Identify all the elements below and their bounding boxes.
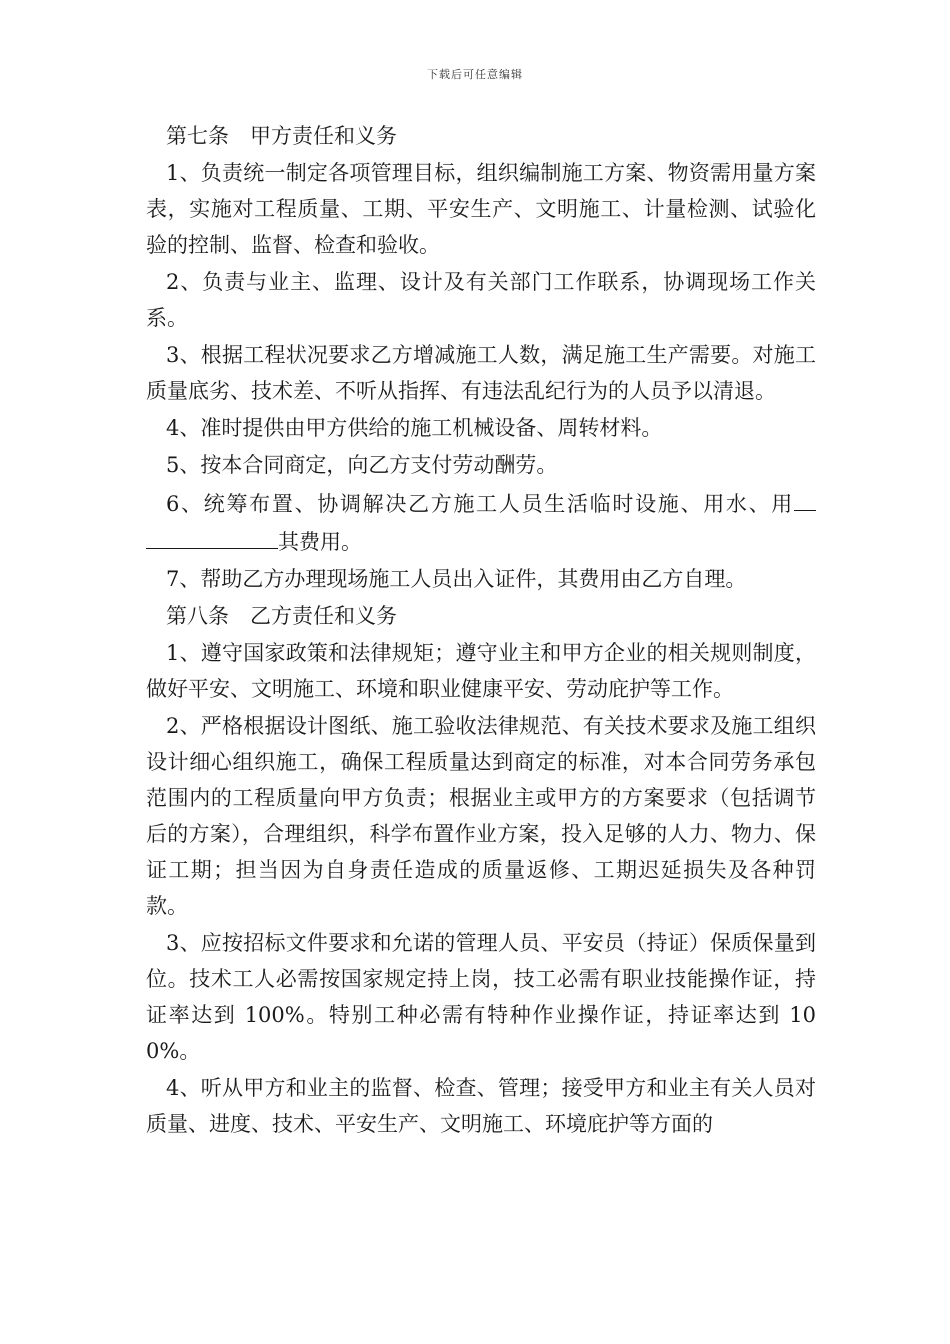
article-7-item-5: 5、按本合同商定，向乙方支付劳动酬劳。 [166, 453, 558, 477]
article-7-item-2: 2、负责与业主、监理、设计及有关部门工作联系，协调现场工作关系。 [146, 270, 816, 330]
article-8-item-2: 2、严格根据设计图纸、施工验收法律规范、有关技术要求及施工组织设计细心组织施工，确保工程质量达到商定的标准，对本合同劳务承包范围内的工程质量向甲方负责；根据业主或甲方的方案要求（包括调节后的方案），合理组织，科学布置作业方案，投入足够的人力、物力、保证工期；担当因为自身责任造成的质量返修、工期迟延损失及各种罚款。 [146, 714, 816, 918]
article-7-item-6-prefix: 6、统筹布置、协调解决乙方施工人员生活临时设施、用水、用 [166, 492, 794, 516]
article-7-item-4: 4、准时提供由甲方供给的施工机械设备、周转材料。 [166, 416, 663, 440]
document-body [146, 118, 816, 1143]
fill-in-blank [794, 484, 816, 511]
article-7-item-3: 3、根据工程状况要求乙方增减施工人数，满足施工生产需要。对施工质量底劣、技术差、不听从指挥、有违法乱纪行为的人员予以清退。 [146, 343, 816, 403]
article-8-item-1: 1、遵守国家政策和法律规矩；遵守业主和甲方企业的相关规则制度，做好平安、文明施工、环境和职业健康平安、劳动庇护等工作。 [146, 641, 816, 701]
article-7-item-6-suffix: 其费用。 [278, 530, 362, 554]
article-7-title: 第七条 甲方责任和义务 [166, 124, 397, 148]
article-8-item-3: 3、应按招标文件要求和允诺的管理人员、平安员（持证）保质保量到位。技术工人必需按国家规定持上岗，技工必需有职业技能操作证，持证率达到 100%。特别工种必需有特种作业操作证，持证率达到 100%。 [146, 931, 816, 1063]
article-7-item-7: 7、帮助乙方办理现场施工人员出入证件，其费用由乙方自理。 [166, 567, 747, 591]
page-header: 下载后可任意编辑 [427, 68, 523, 81]
article-8-item-4: 4、听从甲方和业主的监督、检查、管理；接受甲方和业主有关人员对质量、进度、技术、平安生产、文明施工、环境庇护等方面的 [146, 1076, 816, 1136]
article-8-title: 第八条 乙方责任和义务 [166, 604, 397, 628]
fill-in-blank [146, 522, 278, 549]
article-7-item-1: 1、负责统一制定各项管理目标，组织编制施工方案、物资需用量方案表，实施对工程质量、工期、平安生产、文明施工、计量检测、试验化验的控制、监督、检查和验收。 [146, 161, 816, 257]
article-7-item-6 [146, 484, 816, 560]
